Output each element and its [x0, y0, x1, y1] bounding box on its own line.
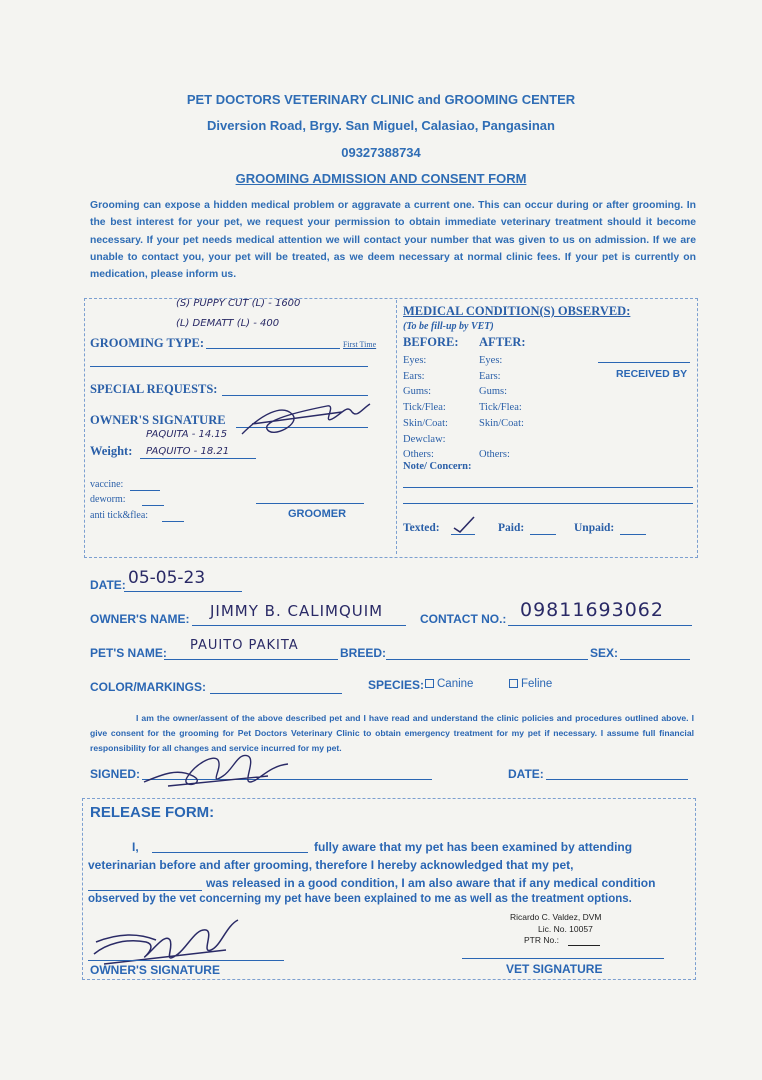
- consent-signature-scribble: [138, 746, 298, 792]
- clinic-phone: 09327388734: [341, 145, 421, 160]
- date-label: DATE:: [90, 578, 126, 592]
- clinic-name: PET DOCTORS VETERINARY CLINIC and GROOMING CENTER: [186, 92, 576, 107]
- owner-name-field[interactable]: [192, 625, 406, 626]
- release-line-3: was released in a good condition, I am also aware that if any medical condition: [206, 876, 656, 890]
- weight-value-1: PAQUITA - 14.15: [146, 429, 228, 440]
- before-label: BEFORE:: [403, 335, 459, 349]
- after-others: Others:: [479, 449, 510, 461]
- species-label: SPECIES:: [368, 678, 425, 692]
- contact-value: 09811693062: [520, 599, 664, 621]
- contact-label: CONTACT NO.:: [420, 612, 507, 626]
- groomer-label: GROOMER: [288, 508, 347, 520]
- vet-signature-field[interactable]: [462, 958, 664, 959]
- owner-signature-label: OWNER'S SIGNATURE: [90, 413, 226, 427]
- first-time-label: First Time: [343, 340, 377, 349]
- owner-name-label: OWNER'S NAME:: [90, 612, 190, 626]
- consent-date-field[interactable]: [546, 779, 688, 780]
- release-line-2: veterinarian before and after grooming, therefore I hereby acknowledged that my pet,: [88, 858, 574, 872]
- owner-name-value: JIMMY B. CALIMQUIM: [210, 602, 384, 620]
- after-gums: Gums:: [479, 386, 508, 398]
- vet-signature-label: VET SIGNATURE: [506, 962, 603, 976]
- special-requests-label: SPECIAL REQUESTS:: [90, 382, 218, 396]
- clinic-address: Diversion Road, Brgy. San Miguel, Calasiao, Pangasinan: [207, 118, 555, 133]
- release-pet-name-field[interactable]: [88, 890, 202, 891]
- unpaid-label: Unpaid:: [574, 522, 615, 534]
- vet-ptr-stamp: PTR No.:: [524, 935, 559, 945]
- vaccine-field[interactable]: [130, 490, 160, 491]
- unpaid-field[interactable]: [620, 534, 646, 535]
- paid-field[interactable]: [530, 534, 556, 535]
- after-eyes: Eyes:: [479, 355, 503, 366]
- medical-condition-title: MEDICAL CONDITION(S) OBSERVED:: [403, 304, 631, 318]
- grooming-type-field[interactable]: [206, 348, 340, 349]
- release-owner-signature-label: OWNER'S SIGNATURE: [90, 963, 220, 977]
- pet-name-value: PAUITO PAKITA: [190, 638, 299, 653]
- before-dewclaw: Dewclaw:: [403, 433, 446, 445]
- box-divider: [396, 300, 397, 554]
- before-ears: Ears:: [403, 370, 425, 382]
- texted-label: Texted:: [403, 522, 440, 534]
- color-markings-label: COLOR/MARKINGS:: [90, 680, 206, 694]
- canine-checkbox[interactable]: [425, 679, 434, 688]
- vet-license-stamp: Lic. No. 10057: [538, 924, 593, 934]
- after-tick-flea: Tick/Flea:: [479, 402, 522, 414]
- release-owner-name-field[interactable]: [152, 852, 308, 853]
- intro-paragraph: Grooming can expose a hidden medical problem or aggravate a current one. This can occur during or after grooming. In the best interest for your pet, we request your permission to obtain immediate veterinary treatment should it become necessary. If your pet needs medical attention we will contact your number that was given to us on admission. If we are unable to contact you, your pet will be treated, as we deem necessary at normal clinic fees. If your pet is currently on medication, please inform us.: [90, 200, 696, 281]
- deworm-label: deworm:: [90, 494, 126, 505]
- deworm-field[interactable]: [142, 505, 164, 506]
- handwritten-service-2: (L) DEMATT (L) - 400: [176, 318, 280, 329]
- breed-field[interactable]: [386, 659, 588, 660]
- weight-field[interactable]: [140, 458, 256, 459]
- feline-checkbox[interactable]: [509, 679, 518, 688]
- sex-label: SEX:: [590, 646, 619, 660]
- consent-paragraph: I am the owner/assent of the above described pet and I have read and understand the clinic policies and procedures outlined above. I give consent for the grooming for Pet Doctors Veterinary Clinic to obtain emergency treatment for my pet if necessary. I assume full financial responsibility for all changes and service incurred for my pet.: [90, 713, 694, 753]
- release-line-1-end: fully aware that my pet has been examined by attending: [314, 840, 633, 854]
- weight-value-2: PAQUITO - 18.21: [146, 446, 230, 457]
- received-by-label: RECEIVED BY: [616, 368, 688, 380]
- release-line-1-start: I,: [132, 840, 139, 854]
- groomer-field[interactable]: [256, 503, 364, 504]
- species-canine[interactable]: Canine: [422, 678, 473, 690]
- before-items: [403, 353, 448, 463]
- received-by-field[interactable]: [598, 362, 690, 363]
- after-label: AFTER:: [479, 335, 526, 349]
- vet-name-stamp: Ricardo C. Valdez, DVM: [510, 912, 602, 922]
- owner-signature-scribble-1: [232, 394, 372, 444]
- date-value: 05-05-23: [128, 568, 206, 588]
- note-line-2[interactable]: [403, 503, 693, 504]
- release-line-4: observed by the vet concerning my pet have been explained to me as well as the treatment options.: [88, 893, 632, 905]
- after-ears: Ears:: [479, 370, 501, 382]
- weight-label: Weight:: [90, 444, 133, 458]
- before-gums: Gums:: [403, 386, 432, 398]
- consent-date-label: DATE:: [508, 767, 544, 781]
- before-tick-flea: Tick/Flea:: [403, 402, 446, 414]
- anti-tick-label: anti tick&flea:: [90, 510, 149, 521]
- breed-label: BREED:: [340, 646, 387, 660]
- medical-condition-subtitle: (To be fill-up by VET): [403, 321, 494, 332]
- before-skin-coat: Skin/Coat:: [403, 417, 448, 429]
- contact-field[interactable]: [508, 625, 692, 626]
- paid-label: Paid:: [498, 522, 525, 534]
- signed-label: SIGNED:: [90, 767, 141, 781]
- vaccine-label: vaccine:: [90, 479, 124, 490]
- pet-name-field[interactable]: [164, 659, 338, 660]
- note-line-1[interactable]: [403, 487, 693, 488]
- after-items: [479, 353, 524, 463]
- note-label: Note/ Concern:: [403, 461, 472, 472]
- release-owner-signature-field[interactable]: [88, 960, 284, 961]
- before-eyes: Eyes:: [403, 355, 427, 366]
- color-markings-field[interactable]: [210, 693, 342, 694]
- texted-checkmark: [452, 514, 476, 539]
- species-feline[interactable]: Feline: [506, 678, 552, 690]
- form-title: GROOMING ADMISSION AND CONSENT FORM: [235, 171, 527, 186]
- vet-ptr-field[interactable]: [568, 945, 600, 946]
- grooming-type-label: GROOMING TYPE:: [90, 336, 205, 350]
- release-title: RELEASE FORM:: [90, 804, 215, 821]
- sex-field[interactable]: [620, 659, 690, 660]
- after-skin-coat: Skin/Coat:: [479, 417, 524, 429]
- handwritten-service-1: (S) PUPPY CUT (L) - 1600: [176, 298, 301, 309]
- anti-tick-field[interactable]: [162, 521, 184, 522]
- grooming-type-line-2: [90, 366, 368, 367]
- date-field[interactable]: [124, 591, 242, 592]
- before-others: Others:: [403, 449, 434, 461]
- pet-name-label: PET'S NAME:: [90, 646, 167, 660]
